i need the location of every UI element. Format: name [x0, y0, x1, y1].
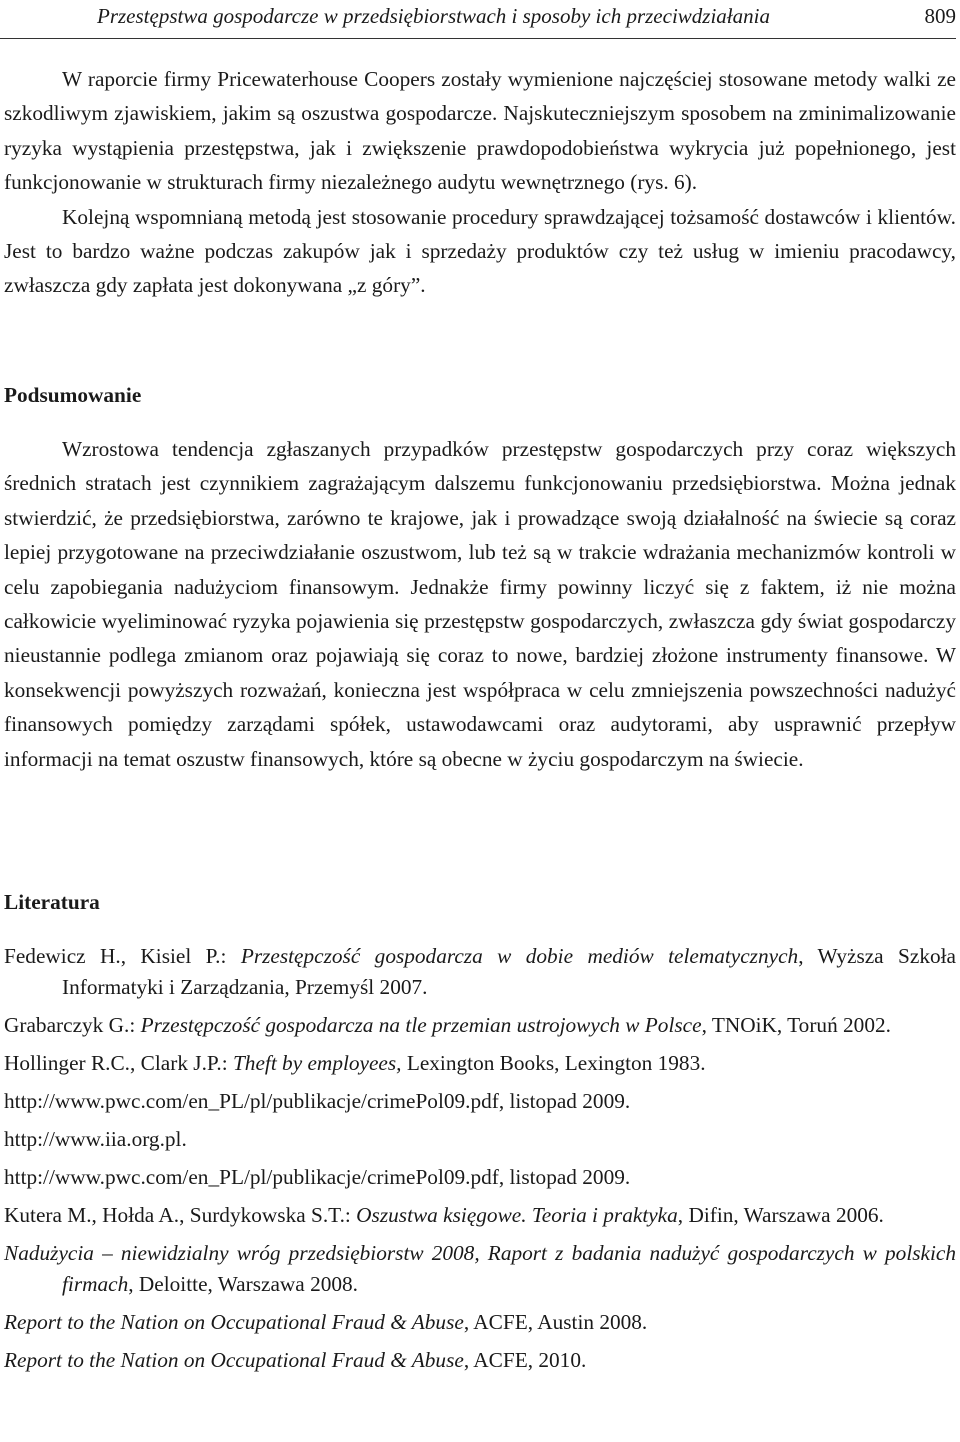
bibliography-entry: http://www.pwc.com/en_PL/pl/publikacje/crimePol09.pdf, listopad 2009. [4, 1165, 631, 1189]
running-header [0, 0, 960, 44]
summary-text [4, 432, 956, 776]
bibliography-entry: http://www.pwc.com/en_PL/pl/publikacje/crimePol09.pdf, listopad 2009. [4, 1089, 631, 1113]
bibliography-entry: http://www.iia.org.pl. [4, 1127, 187, 1151]
bibliography-entry: Report to the Nation on Occupational Fraud & Abuse, ACFE, 2010. [4, 1348, 587, 1372]
page-number: 809 [924, 4, 956, 28]
intro-paragraph-2: Kolejną wspomnianą metodą jest stosowanie procedury sprawdzającej tożsamość dostawców i klientów. Jest to bardzo ważne podczas zakupów jak i sprzedaży produktów czy też usług w imieniu pracodawcy, zwłaszcza gdy zapłata jest dokonywana „z góry”. [4, 204, 956, 298]
bibliography-entry: Grabarczyk G.: Przestępczość gospodarcza na tle przemian ustrojowych w Polsce, TNOiK, Toruń 2002. [4, 1013, 891, 1037]
intro-text [4, 62, 956, 303]
summary-paragraph: Wzrostowa tendencja zgłaszanych przypadków przestępstw gospodarczych przy coraz większych średnich stratach jest czynnikiem zagrażającym dalszemu funkcjonowaniu przedsiębiorstwa. Można jednak stwierdzić, że przedsiębiorstwa, zarówno te krajowe, jak i prowadzące swoją działalność na świecie są coraz lepiej przygotowane na przeciwdziałanie oszustwom, lub też są w trakcie wdrażania mechanizmów kontroli w celu zapobiegania nadużyciom finansowym. Jednakże firmy powinny liczyć się z faktem, iż nie można całkowicie wyeliminować ryzyka pojawienia się przestępstw gospodarczych, zwłaszcza gdy świat gospodarczy nieustannie podlega zmianom oraz pojawiają się coraz to nowe, bardziej złożone instrumenty finansowe. W konsekwencji powyższych rozważań, konieczna jest współpraca w celu zmniejszenia powszechności nadużyć finansowych pomiędzy zarządami spółek, ustawodawcami oraz audytorami, aby usprawnić przepływ informacji na temat oszustw finansowych, które są obecne w życiu gospodarczym na świecie. [4, 437, 956, 771]
header-rule [0, 38, 956, 39]
bibliography-entry: Kutera M., Hołda A., Surdykowska S.T.: Oszustwa księgowe. Teoria i praktyka, Difin, Warszawa 2006. [4, 1203, 884, 1227]
running-title: Przestępstwa gospodarcze w przedsiębiorstwach i sposoby ich przeciwdziałania [97, 4, 770, 28]
bibliography-list [4, 941, 956, 1383]
intro-paragraph-1: W raporcie firmy Pricewaterhouse Coopers zostały wymienione najczęściej stosowane metody walki ze szkodliwym zjawiskiem, jakim są oszustwa gospodarcze. Najskuteczniejszym sposobem na zminimalizowanie ryzyka wystąpienia przestępstwa, jak i zwiększenie prawdopodobieństwa wykrycia już popełnionego, jest funkcjonowanie w strukturach firmy niezależnego audytu wewnętrznego (rys. 6). [4, 67, 956, 195]
summary-heading: Podsumowanie [4, 383, 142, 407]
bibliography-entry: Hollinger R.C., Clark J.P.: Theft by employees, Lexington Books, Lexington 1983. [4, 1051, 706, 1075]
literature-heading: Literatura [4, 890, 100, 914]
bibliography-entry: Report to the Nation on Occupational Fraud & Abuse, ACFE, Austin 2008. [4, 1310, 648, 1334]
bibliography-entry: Nadużycia – niewidzialny wróg przedsiębiorstw 2008, Raport z badania nadużyć gospodarczych w polskich firmach, Deloitte, Warszawa 2008. [4, 1241, 956, 1296]
bibliography-entry: Fedewicz H., Kisiel P.: Przestępczość gospodarcza w dobie mediów telematycznych, Wyższa Szkoła Informatyki i Zarządzania, Przemyśl 2007. [4, 944, 956, 999]
